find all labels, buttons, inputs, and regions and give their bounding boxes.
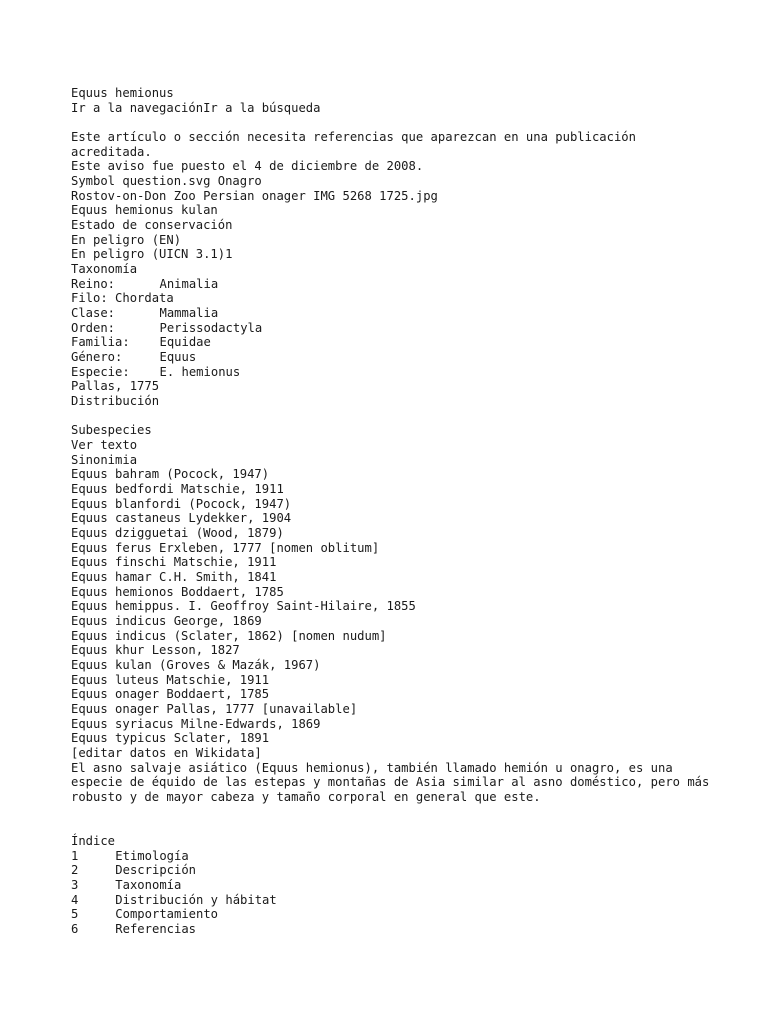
- spacer: [71, 115, 711, 130]
- subspecies-link[interactable]: Ver texto: [71, 437, 138, 452]
- list-item: Equus typicus Sclater, 1891: [71, 731, 270, 746]
- taxonomy-label: Reino:: [71, 276, 116, 291]
- taxonomy-label: Familia:: [71, 335, 130, 350]
- list-item: Equus indicus George, 1869: [71, 614, 262, 629]
- list-item: Equus luteus Matschie, 1911: [71, 672, 270, 687]
- toc-item[interactable]: [71, 922, 711, 937]
- conservation-status: En peligro (EN): [71, 232, 182, 247]
- toc-number: 3: [71, 878, 79, 893]
- spacer: [71, 819, 711, 834]
- toc-item[interactable]: [71, 863, 711, 878]
- distribution-heading: Distribución: [71, 393, 160, 408]
- list-item: Equus hemippus. I. Geoffroy Saint-Hilaire, 1855: [71, 599, 416, 614]
- toc-number: 2: [71, 863, 79, 878]
- synonymy-heading: Sinonimia: [71, 452, 138, 467]
- conservation-heading: Estado de conservación: [71, 218, 233, 233]
- taxonomy-row-genus: [71, 350, 711, 365]
- taxonomy-label: Especie:: [71, 364, 130, 379]
- toc-label[interactable]: Comportamiento: [115, 907, 219, 922]
- spacer: [71, 409, 711, 424]
- synonym-list: [71, 467, 711, 746]
- edit-wikidata-link[interactable]: [editar datos en Wikidata]: [71, 746, 262, 761]
- toc-number: 6: [71, 922, 79, 937]
- article-document: [71, 86, 711, 937]
- infobox-image-subtitle: Equus hemionus kulan: [71, 203, 218, 218]
- list-item: Equus khur Lesson, 1827: [71, 643, 240, 658]
- list-item: Equus blanfordi (Pocock, 1947): [71, 496, 292, 511]
- taxonomy-heading: Taxonomía: [71, 262, 138, 277]
- list-item: Equus finschi Matschie, 1911: [71, 555, 277, 570]
- toc-label[interactable]: Descripción: [115, 863, 197, 878]
- toc-label[interactable]: Referencias: [115, 922, 197, 937]
- skip-links[interactable]: Ir a la navegaciónIr a la búsqueda: [71, 100, 321, 115]
- conservation-source: En peligro (UICN 3.1)1: [71, 247, 233, 262]
- taxonomy-row-phylum: [71, 291, 711, 306]
- taxon-authority[interactable]: Pallas, 1775: [71, 379, 160, 394]
- taxonomy-value: E. hemionus: [159, 364, 241, 379]
- taxonomy-label: Orden:: [71, 320, 116, 335]
- toc-item[interactable]: [71, 907, 711, 922]
- list-item: Equus bahram (Pocock, 1947): [71, 467, 270, 482]
- spacer: [71, 805, 711, 820]
- toc-number: 1: [71, 848, 79, 863]
- table-of-contents: [71, 849, 711, 937]
- taxonomy-value[interactable]: Chordata: [115, 291, 174, 306]
- list-item: Equus onager Pallas, 1777 [unavailable]: [71, 702, 358, 717]
- list-item: Equus hamar C.H. Smith, 1841: [71, 570, 277, 585]
- taxonomy-row-order: [71, 321, 711, 336]
- intro-paragraph: El asno salvaje asiático (Equus hemionus), también llamado hemión u onagro, es una especie de équido de las estepas y montañas de Asia similar al asno doméstico, pero más robusto y de mayor cabeza y tamaño corporal en general que este.: [71, 760, 710, 805]
- taxonomy-label: Género:: [71, 350, 123, 364]
- list-item: Equus ferus Erxleben, 1777 [nomen oblitum]: [71, 540, 380, 555]
- toc-label[interactable]: Taxonomía: [115, 878, 182, 893]
- list-item: Equus dzigguetai (Wood, 1879): [71, 526, 284, 541]
- taxonomy-row-class: [71, 306, 711, 321]
- list-item: Equus castaneus Lydekker, 1904: [71, 511, 292, 526]
- taxonomy-value[interactable]: Equidae: [159, 335, 211, 350]
- list-item: Equus indicus (Sclater, 1862) [nomen nudum]: [71, 628, 387, 643]
- notice-date: Este aviso fue puesto el 4 de diciembre de 2008.: [71, 159, 424, 174]
- toc-number: 4: [71, 892, 79, 907]
- list-item: Equus hemionos Boddaert, 1785: [71, 584, 284, 599]
- taxonomy-label: Filo:: [71, 291, 108, 306]
- infobox-image-caption[interactable]: Rostov-on-Don Zoo Persian onager IMG 5268 1725.jpg: [71, 188, 438, 203]
- list-item: Equus kulan (Groves & Mazák, 1967): [71, 658, 321, 673]
- toc-item[interactable]: [71, 878, 711, 893]
- toc-label[interactable]: Etimología: [115, 848, 189, 863]
- list-item: Equus bedfordi Matschie, 1911: [71, 482, 284, 496]
- taxonomy-label: Clase:: [71, 306, 116, 321]
- toc-number: 5: [71, 907, 79, 922]
- list-item: Equus onager Boddaert, 1785: [71, 687, 270, 702]
- taxonomy-value[interactable]: Equus: [159, 350, 197, 364]
- toc-item[interactable]: [71, 849, 711, 864]
- subspecies-heading: Subespecies: [71, 423, 152, 438]
- question-symbol-caption: Symbol question.svg Onagro: [71, 174, 262, 189]
- taxonomy-value[interactable]: Mammalia: [159, 306, 219, 321]
- taxonomy-row-kingdom: [71, 277, 711, 292]
- toc-heading: Índice: [71, 834, 116, 849]
- page-title: Equus hemionus: [71, 86, 174, 100]
- taxonomy-value[interactable]: Animalia: [159, 276, 219, 291]
- taxonomy-value[interactable]: Perissodactyla: [159, 320, 263, 335]
- references-notice: Este artículo o sección necesita referencias que aparezcan en una publicación acreditada.: [71, 130, 636, 159]
- list-item: Equus syriacus Milne-Edwards, 1869: [71, 716, 321, 731]
- taxonomy-row-family: [71, 335, 711, 350]
- toc-item[interactable]: [71, 893, 711, 908]
- taxonomy-row-species: [71, 365, 711, 380]
- toc-label[interactable]: Distribución y hábitat: [115, 892, 277, 907]
